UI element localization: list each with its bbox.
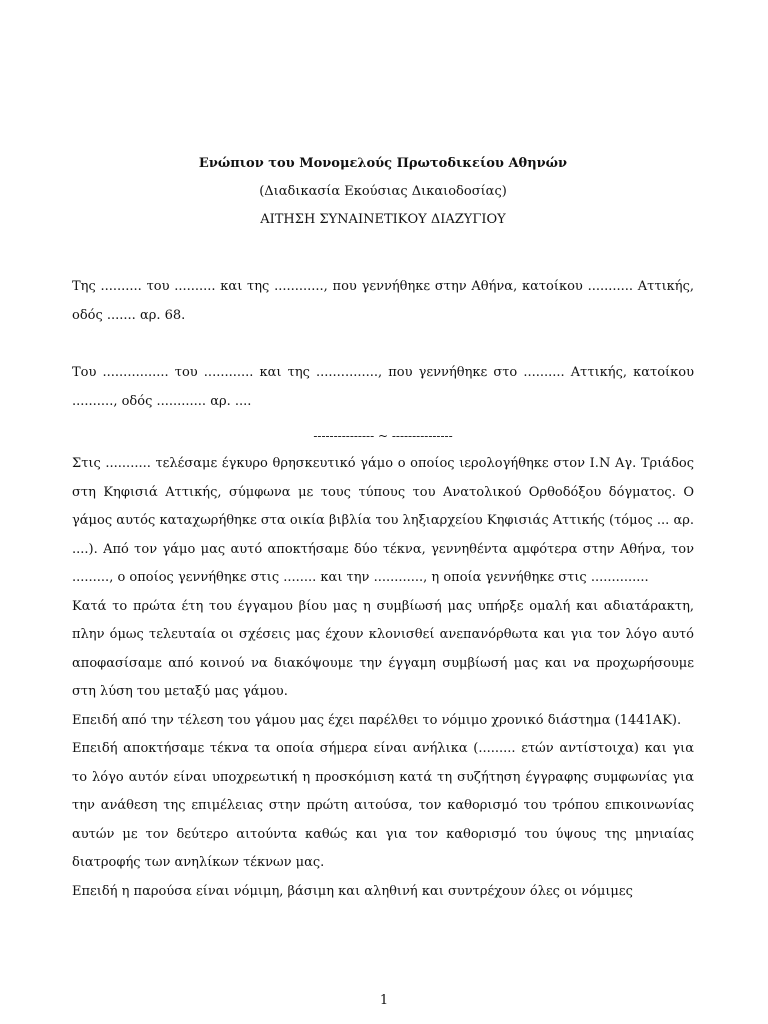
paragraph-marriage: Στις ........... τελέσαμε έγκυρο θρησκευτικό γάμο ο οποίος ιερολογήθηκε στον Ι.Ν Αγ. Τριάδος στη Κηφισιά Αττικής, σύμφωνα με τους τύπους του Ανατολικού Ορθοδόξου δόγματος. Ο γάμος αυτός καταχωρήθηκε στα οικία βιβλία του ληξιαρχείου Κηφισιάς Αττικής (τόμος ... αρ. ....). Από τον γάμο μας αυτό αποκτήσαμε δύο τέκνα, γεννηθέντα αμφότερα στην Αθήνα, τον ........., ο οποίος γεννήθηκε στις ........ και την ............, η οποία γεννήθηκε στις .............. [72, 456, 694, 585]
second-applicant: Του ................ του ............ και της ..............., που γεννήθηκε στο .......... Αττικής, κατοίκου .........., οδός ............ αρ. .... [72, 365, 694, 409]
page-number: 1 [379, 993, 389, 1008]
paragraph-lawful: Επειδή η παρούσα είναι νόμιμη, βάσιμη και αληθινή και συντρέχουν όλες οι νόμιμες [72, 883, 633, 899]
court-heading: Ενώπιον του Μονομελούς Πρωτοδικείου Αθηνών [198, 156, 568, 171]
paragraph-children: Επειδή αποκτήσαμε τέκνα τα οποία σήμερα είναι ανήλικα (......... ετών αντίστοιχα) και για το λόγο αυτόν είναι υποχρεωτική η προσκόμιση κατά τη συζήτηση έγγραφης συμφωνίας για την ανάθεση της επιμέλειας στην πρώτη αιτούσα, τον καθορισμό του τρόπου επικοινωνίας αυτών με τον δεύτερο αιτούντα καθώς και για τον καθορισμό του ύψους της μηνιαίας διατροφής των ανηλίκων τέκνων μας. [72, 741, 694, 870]
document-page [72, 150, 694, 906]
paragraph-breakdown: Κατά το πρώτα έτη του έγγαμου βίου μας η συμβίωσή μας υπήρξε ομαλή και αδιατάρακτη, πλην όμως τελευταία οι σχέσεις μας έχουν κλονισθεί ανεπανόρθωτα και για τον λόγο αυτό αποφασίσαμε από κοινού να διακόψουμε την έγγαμη συμβίωσή μας και να προχωρήσουμε στη λύση του μεταξύ μας γάμου. [72, 598, 694, 699]
section-separator: --------------- ~ --------------- [313, 429, 453, 443]
body-text [72, 450, 694, 906]
document-title: ΑΙΤΗΣΗ ΣΥΝΑΙΝΕΤΙΚΟΥ ΔΙΑΖΥΓΙΟΥ [260, 212, 506, 227]
first-applicant: Της .......... του .......... και της ............, που γεννήθηκε στην Αθήνα, κατοίκου ........... Αττικής, οδός ....... αρ. 68. [72, 279, 694, 323]
procedure-subheading: (Διαδικασία Εκούσιας Δικαιοδοσίας) [259, 184, 507, 199]
paragraph-time-elapsed: Επειδή από την τέλεση του γάμου μας έχει παρέλθει το νόμιμο χρονικό διάστημα (1441ΑΚ). [72, 712, 682, 728]
